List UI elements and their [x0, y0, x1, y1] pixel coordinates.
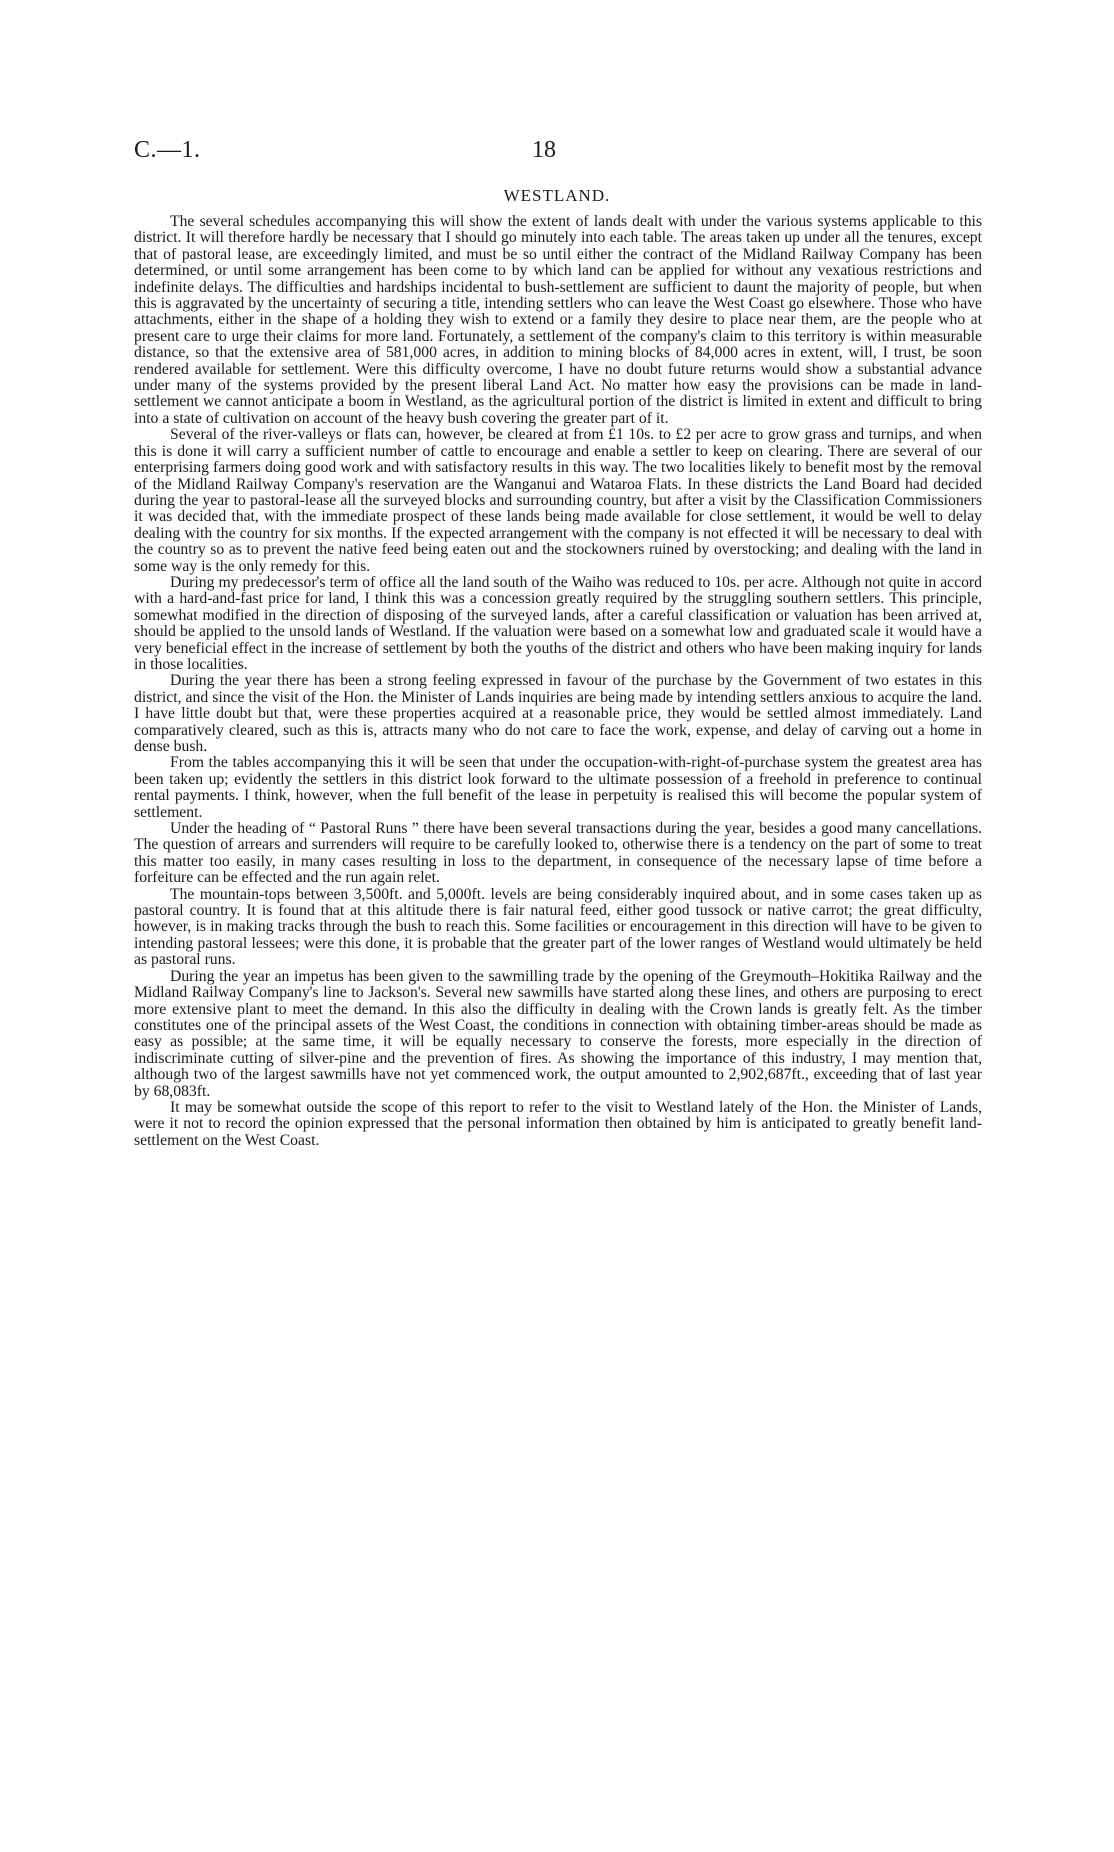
parliamentary-paper-ref: C.—1.: [134, 137, 201, 163]
paragraph-4: During the year there has been a strong feeling expressed in favour of the purchase by the Government of two estates in this district, and since the visit of the Hon. the Minister of Lands inquiries are being made by intending settlers anxious to acquire the land. I have little doubt but that, were these properties acquired at a reasonable price, they would be settled almost immediately. Land comparatively cleared, such as this is, attracts many who do not care to face the work, expense, and delay of carving out a home in dense bush.: [134, 672, 982, 755]
paragraph-3: During my predecessor's term of office all the land south of the Waiho was reduced to 10s. per acre. Although not quite in accord with a hard-and-fast price for land, I think this was a concession greatly required by the struggling southern settlers. This principle, somewhat modified in the direction of disposing of the surveyed lands, after a careful classification or valuation has been arrived at, should be applied to the unsold lands of Westland. If the valuation were based on a somewhat low and graduated scale it would have a very beneficial effect in the increase of settlement by both the youths of the district and others who have been making inquiry for lands in those localities.: [134, 573, 982, 673]
paragraph-5: From the tables accompanying this it will be seen that under the occupation-with-right-of-purchase system the greatest area has been taken up; evidently the settlers in this district look forward to the ultimate possession of a freehold in preference to continual rental payments. I think, however, when the full benefit of the lease in perpetuity is realised this will become the popular system of settlement.: [134, 754, 982, 821]
paragraph-8: During the year an impetus has been given to the sawmilling trade by the opening of the Greymouth–Hokitika Railway and the Midland Railway Company's line to Jackson's. Several new sawmills have started along these lines, and others are purposing to erect more extensive plant to meet the demand. In this also the difficulty in dealing with the Crown lands is greatly felt. As the timber constitutes one of the principal assets of the West Coast, the conditions in connection with obtaining timber-areas should be made as easy as possible; at the same time, it will be equally necessary to conserve the forests, more especially in the direction of indiscriminate cutting of silver-pine and the prevention of fires. As showing the importance of this industry, I may mention that, although two of the largest sawmills have not yet commenced work, the output amounted to 2,902,687ft., exceeding that of last year by 68,083ft.: [134, 967, 982, 1100]
paragraph-6: Under the heading of “ Pastoral Runs ” there have been several transactions during the year, besides a good many cancellations. The question of arrears and surrenders will require to be carefully looked to, otherwise there is a tendency on the part of some to treat this matter too easily, in many cases resulting in loss to the department, in consequence of the necessary lapse of time before a forfeiture can be effected and the run again relet.: [134, 820, 982, 887]
paragraph-7: The mountain-tops between 3,500ft. and 5,000ft. levels are being considerably inquired about, and in some cases taken up as pastoral country. It is found that at this altitude there is fair natural feed, either good tussock or native carrot; the great difficulty, however, is in making tracks through the bush to reach this. Some facilities or encouragement in this direction will have to be given to intending pastoral lessees; were this done, it is probable that the greater part of the lower ranges of Westland would ultimately be held as pastoral runs.: [134, 885, 982, 969]
page-number: 18: [532, 137, 556, 163]
report-body: [134, 214, 982, 1149]
paragraph-9: It may be somewhat outside the scope of this report to refer to the visit to Westland lately of the Hon. the Minister of Lands, were it not to record the opinion expressed that the personal information then obtained by him is anticipated to greatly benefit land-settlement on the West Coast.: [134, 1098, 982, 1149]
section-title: WESTLAND.: [503, 186, 611, 205]
page-header: [0, 137, 1114, 167]
paragraph-2: Several of the river-valleys or flats can, however, be cleared at from £1 10s. to £2 per acre to grow grass and turnips, and when this is done it will carry a sufficient number of cattle to encourage and enable a settler to keep on clearing. There are several of our enterprising farmers doing good work and with satisfactory results in this way. The two localities likely to benefit most by the removal of the Midland Railway Company's reservation are the Wanganui and Wataroa Flats. In these districts the Land Board had decided during the year to pastoral-lease all the surveyed blocks and surrounding country, but after a visit by the Classification Commissioners it was decided that, with the immediate prospect of these lands being made available for close settlement, it would be well to delay dealing with the country for six months. If the expected arrangement with the company is not effected it will be necessary to deal with the country so as to prevent the native feed being eaten out and the stockowners ruined by overstocking; and dealing with the land in some way is the only remedy for this.: [134, 426, 982, 575]
paragraph-1: The several schedules accompanying this will show the extent of lands dealt with under the various systems applicable to this district. It will therefore hardly be necessary that I should go minutely into each table. The areas taken up under all the tenures, except that of pastoral lease, are exceedingly limited, and must be so until either the contract of the Midland Railway Company has been determined, or until some arrangement has been come to by which land can be applied for without any vexatious restrictions and indefinite delays. The difficulties and hardships incidental to bush-settlement are sufficient to daunt the majority of people, but when this is aggravated by the uncertainty of securing a title, intending settlers who can leave the West Coast go elsewhere. Those who have attachments, either in the shape of a holding they wish to extend or a family they desire to place near them, are the people who at present care to urge their claims for more land. Fortunately, a settlement of the company's claim to this territory is within measurable distance, so that the extensive area of 581,000 acres, in addition to mining blocks of 84,000 acres in extent, will, I trust, be soon rendered available for settlement. Were this difficulty overcome, I have no doubt future returns would show a substantial advance under many of the systems provided by the present liberal Land Act. No matter how easy the provisions can be made in land-settlement we cannot anticipate a boom in Westland, as the agricultural portion of the district is limited in extent and difficult to bring into a state of cultivation on account of the heavy bush covering the greater part of it.: [134, 213, 982, 427]
